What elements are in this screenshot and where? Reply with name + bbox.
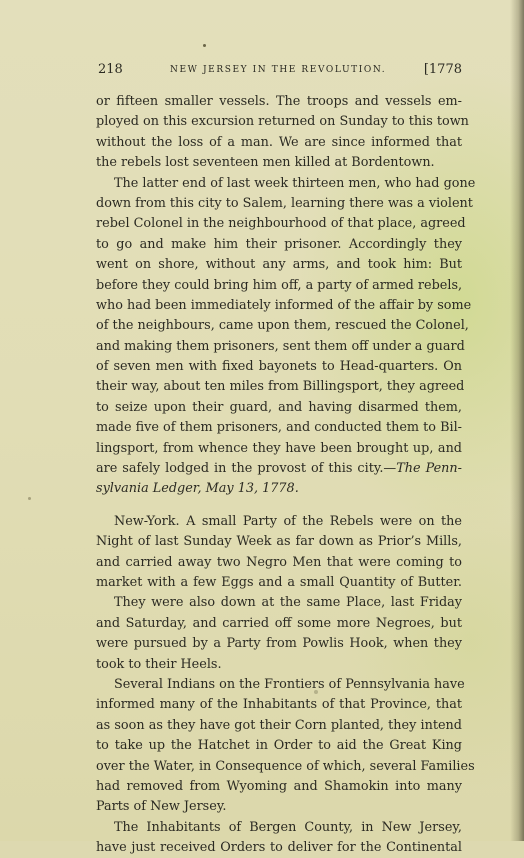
text-line: to take up the Hatchet in Order to aid the Great King <box>96 738 462 754</box>
page-number: 218 <box>98 62 123 77</box>
text-line: informed many of the Inhabitants of that Province, that <box>96 697 462 713</box>
paragraph-indians <box>96 675 475 818</box>
text-line: over the Water, in Consequence of which, several Families <box>96 758 475 774</box>
paragraph-salem <box>96 174 476 500</box>
paragraph-gap <box>96 500 462 512</box>
text-line: The Inhabitants of Bergen County, in New Jersey, <box>114 819 462 835</box>
text-line: of seven men with fixed bayonets to Head-quarters. On <box>96 359 462 375</box>
source-citation: sylvania Ledger, <box>96 481 202 497</box>
text-line: The latter end of last week thirteen men, who had gone <box>114 175 476 191</box>
running-title: NEW JERSEY IN THE REVOLUTION. <box>170 65 387 75</box>
ink-speck <box>203 44 206 47</box>
text-line: rebel Colonel in the neighbourhood of that place, agreed <box>96 216 466 232</box>
text-segment: are safely lodged in the provost of this city.— <box>96 461 397 477</box>
text-line: to seize upon their guard, and having disarmed them, <box>96 399 462 415</box>
page-body <box>96 92 476 858</box>
text-line: or fifteen smaller vessels. The troops and vessels em- <box>96 94 462 109</box>
text-line: New-York. A small Party of the Rebels were on the <box>114 513 462 529</box>
ink-speck <box>28 497 31 500</box>
text-line: were pursued by a Party from Powlis Hook, when they <box>96 636 462 652</box>
text-line: without the loss of a man. We are since informed that <box>96 134 462 150</box>
text-line: Parts of New Jersey. <box>96 799 227 815</box>
source-date: May 13, 1778. <box>205 481 299 497</box>
text-line: before they could bring him off, a party of armed rebels, <box>96 277 463 293</box>
source-citation: The Penn- <box>396 461 462 477</box>
text-line: the rebels lost seventeen men killed at Bordentown. <box>96 155 435 171</box>
text-line <box>96 459 462 479</box>
text-line: They were also down at the same Place, last Friday <box>114 595 462 611</box>
year-marker: [1778 <box>423 62 462 77</box>
text-line: to go and make him their prisoner. Accordingly they <box>96 236 462 252</box>
text-line: Night of last Sunday Week as far down as Prior’s Mills, <box>96 534 462 550</box>
text-line: Several Indians on the Frontiers of Pennsylvania have <box>114 676 465 692</box>
text-line: down from this city to Salem, learning there was a violent <box>96 195 473 211</box>
paragraph-new-york <box>96 512 462 594</box>
text-line: took to their Heels. <box>96 656 222 672</box>
text-line: and Saturday, and carried off some more Negroes, but <box>96 615 462 631</box>
paragraph-bordentown <box>96 92 469 174</box>
text-line: their way, about ten miles from Billingsport, they agreed <box>96 379 465 395</box>
text-line: market with a few Eggs and a small Quantity of Butter. <box>96 574 462 590</box>
text-line: as soon as they have got their Corn planted, they intend <box>96 717 462 733</box>
paragraph-bergen <box>96 818 462 858</box>
text-line: ployed on this excursion returned on Sunday to this town <box>96 114 469 130</box>
running-header <box>98 62 462 82</box>
page-edge-shadow <box>510 0 524 841</box>
paragraph-friday <box>96 593 462 675</box>
text-line: made five of them prisoners, and conducted them to Bil- <box>96 420 462 436</box>
text-line: went on shore, without any arms, and took him: But <box>96 257 462 273</box>
text-line: and carried away two Negro Men that were coming to <box>96 554 462 570</box>
text-line <box>96 479 462 499</box>
text-line: who had been immediately informed of the affair by some <box>96 297 472 313</box>
text-line: lingsport, from whence they have been brought up, and <box>96 440 462 456</box>
text-line: and making them prisoners, sent them off under a guard <box>96 338 465 354</box>
text-line: have just received Orders to deliver for the Continental <box>96 840 462 856</box>
text-line: of the neighbours, came upon them, rescued the Colonel, <box>96 318 469 334</box>
text-line: had removed from Wyoming and Shamokin into many <box>96 778 462 794</box>
